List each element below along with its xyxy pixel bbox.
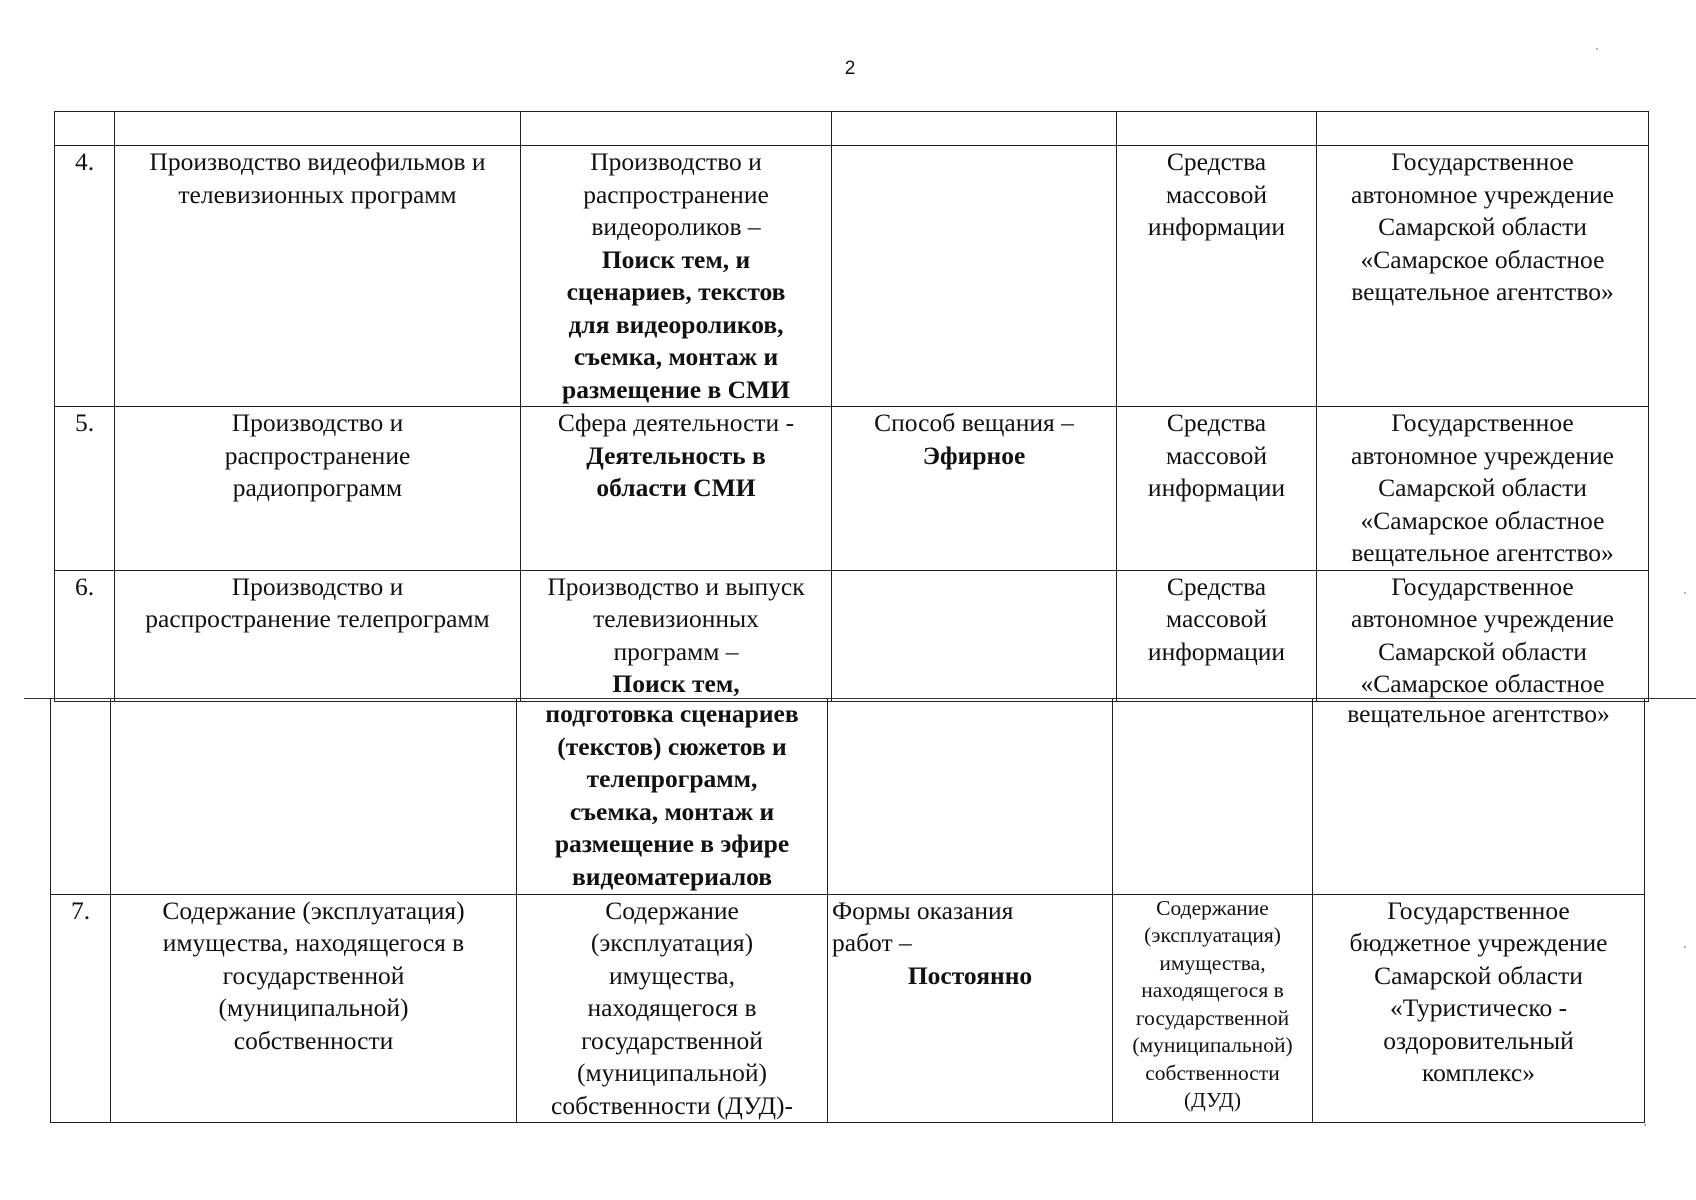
service-bold-line: съемка, монтаж и [573,342,779,371]
service-bold-line: Поиск тем, и [601,244,751,274]
service-cell [521,146,832,407]
form-cell [832,146,1117,407]
category-line: массовой [1166,604,1267,633]
activity-line: собственности [233,1025,394,1055]
category-line: массовой [1166,179,1267,209]
service-bold-line: подготовка сценариев [545,699,799,728]
institution-line: «Туристическо - [1389,993,1568,1022]
row-number: 7. [51,894,111,1123]
row-number: 6. [55,570,115,701]
service-bold-line: телепрограмм, [586,764,758,793]
category-line: информации [1147,636,1286,666]
form-bold-line: Эфирное [922,440,1026,470]
category-line: имущества, [1159,950,1266,975]
category-line: находящегося в [1141,978,1284,1002]
service-line: государственной [581,1025,763,1055]
service-cell [517,698,828,894]
institution-line: «Самарское областное [1360,669,1605,698]
scan-speck [1684,946,1686,948]
activity-line: государственной [222,960,405,990]
category-cell [1117,407,1317,571]
category-cell [1113,894,1313,1123]
service-line: распространение [583,179,769,209]
service-bold-line: размещение в СМИ [562,374,790,404]
table-header-row [55,112,1649,146]
category-line: (ДУД) [1184,1088,1241,1112]
institution-line: автономное учреждение [1351,179,1614,209]
service-line: имущества, [609,960,735,990]
category-line: Средства [1166,408,1267,437]
institution-line: Самарской области [1378,212,1587,241]
activity-line: радиопрограмм [232,473,403,502]
activity-line: (муниципальной) [218,993,409,1022]
page-number: 2 [844,58,856,79]
activity-cell [115,570,521,701]
category-line: собственности [1145,1060,1280,1085]
scan-speck [1644,1124,1646,1126]
scan-speck [1596,48,1598,50]
service-line: (муниципальной) [576,1058,768,1087]
institution-line: «Самарское областное [1360,244,1605,274]
service-line: находящегося в [587,993,757,1022]
service-line: телевизионных [593,604,759,633]
form-line: Формы оказания [832,895,1014,925]
service-bold-line: для видеороликов, [568,309,784,339]
institution-line: «Самарское областное [1360,505,1605,535]
form-cell [832,570,1117,701]
service-cell [517,894,828,1123]
services-table-lower [50,698,1645,1123]
category-line: (эксплуатация) [1144,923,1281,947]
activity-line: Производство и [231,571,404,601]
form-line: работ – [832,928,912,957]
institution-line: бюджетное учреждение [1349,928,1608,957]
services-table-upper [54,111,1649,702]
service-line: собственности (ДУД)- [551,1090,793,1120]
table-row [55,407,1649,571]
category-line: (муниципальной) [1132,1033,1293,1057]
service-bold-line: сценариев, текстов [566,277,786,306]
service-bold-line: (текстов) сюжетов и [557,731,787,761]
table-row [55,146,1649,407]
institution-line: Государственное [1391,571,1574,601]
activity-cell [111,894,517,1123]
activity-line: Содержание (эксплуатация) [162,895,465,925]
category-line: Содержание [1156,895,1269,920]
institution-line: вещательное агентство» [1351,277,1614,306]
institution-cell [1313,894,1645,1123]
institution-line: автономное учреждение [1351,604,1614,633]
row-number: 5. [55,407,115,571]
activity-line: имущества, находящегося в [162,928,465,957]
service-line: Производство и [590,147,762,176]
institution-line: Самарской области [1378,473,1587,502]
service-bold-line: размещение в эфире [554,829,790,858]
category-line: Средства [1166,147,1267,176]
service-line: Содержание [605,895,739,925]
form-line: Способ вещания – [874,408,1074,437]
service-bold-line: Поиск тем, [612,669,740,698]
service-bold-line: видеоматериалов [571,861,773,891]
category-line: информации [1147,473,1286,502]
scan-speck [1684,592,1686,594]
service-bold-line: области СМИ [596,473,756,502]
table-row [51,894,1645,1123]
institution-line: Государственное [1387,895,1570,925]
category-line: информации [1147,212,1286,241]
institution-line: комплекс» [1421,1058,1535,1087]
institution-cell [1313,698,1645,894]
service-line: Сфера деятельности - [557,408,795,437]
service-line: видеороликов – [591,212,761,241]
activity-line: Производство и [231,408,404,437]
institution-cell [1317,407,1649,571]
activity-line: распространение телепрограмм [145,604,490,633]
row-number: 4. [55,146,115,407]
form-bold-line: Постоянно [907,960,1033,990]
service-bold-line: Деятельность в [586,440,766,470]
table-row-continuation [51,698,1645,894]
institution-line: вещательное агентство» [1351,538,1614,567]
institution-line: Самарской области [1378,636,1587,666]
activity-line: распространение [224,440,411,470]
activity-cell [115,146,521,407]
category-cell [1117,570,1317,701]
institution-line: Государственное [1391,147,1574,176]
institution-cell [1317,146,1649,407]
institution-line: Государственное [1391,408,1574,437]
service-cell [521,570,832,701]
institution-cell [1317,570,1649,701]
institution-line: автономное учреждение [1351,440,1614,470]
service-line: Производство и выпуск [547,571,805,601]
table-row [55,570,1649,701]
service-cell [521,407,832,571]
service-line: программ – [613,636,739,666]
category-line: государственной [1135,1005,1290,1030]
service-line: (эксплуатация) [590,928,754,957]
institution-line: Самарской области [1374,960,1583,990]
activity-text: Производство видеофильмов и телевизионных программ [149,147,486,209]
category-line: Средства [1166,571,1267,601]
institution-line: оздоровительный [1383,1025,1574,1055]
institution-line: вещательное агентство» [1347,699,1610,728]
category-cell [1117,146,1317,407]
service-bold-line: съемка, монтаж и [569,796,775,826]
form-cell [828,894,1113,1123]
activity-cell [115,407,521,571]
form-cell [832,407,1117,571]
category-line: массовой [1166,440,1267,470]
